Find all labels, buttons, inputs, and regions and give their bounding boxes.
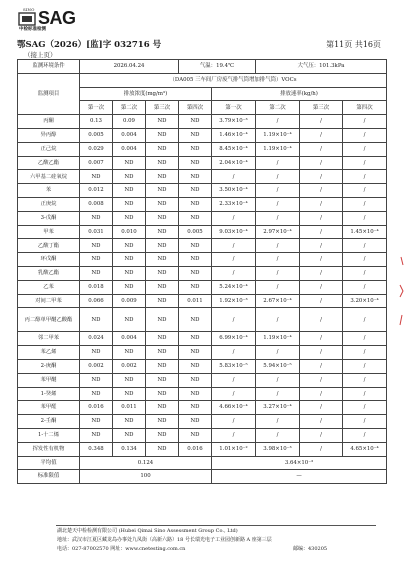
concentration-cell: ND [179, 428, 212, 442]
air-pressure: 大气压：101.3kPa [256, 60, 387, 74]
limit-row [18, 470, 387, 484]
rate-cell: 1.19×10⁻⁴ [256, 142, 300, 156]
concentration-cell: ND [146, 294, 179, 308]
concentration-cell: ND [113, 197, 146, 211]
concentration-cell: 0.004 [113, 142, 146, 156]
table-row [18, 225, 387, 239]
concentration-cell: ND [146, 280, 179, 294]
rate-cell: 2.97×10⁻⁴ [256, 225, 300, 239]
concentration-cell: ND [146, 387, 179, 401]
concentration-cell: 0.004 [113, 128, 146, 142]
rate-cell: 1.19×10⁻⁴ [256, 332, 300, 346]
rate-cell: / [300, 184, 343, 198]
concentration-cell: ND [146, 401, 179, 415]
concentration-cell: ND [179, 239, 212, 253]
concentration-cell: ND [179, 415, 212, 429]
rate-cell: / [256, 415, 300, 429]
concentration-cell: 0.13 [80, 115, 113, 129]
concentration-cell: ND [146, 308, 179, 332]
table-row [18, 170, 387, 184]
rate-cell: / [256, 308, 300, 332]
concentration-cell: ND [179, 142, 212, 156]
compound-name: 环戊酮 [18, 253, 80, 267]
rate-cell: / [212, 308, 256, 332]
compound-name: 1-癸烯 [18, 387, 80, 401]
concentration-cell: 0.009 [113, 294, 146, 308]
concentration-cell: ND [80, 387, 113, 401]
compound-name: 异丙醇 [18, 128, 80, 142]
concentration-cell: ND [113, 184, 146, 198]
compound-name: 苯 [18, 184, 80, 198]
concentration-cell: ND [179, 128, 212, 142]
rate-cell: / [343, 332, 387, 346]
concentration-cell: ND [113, 373, 146, 387]
concentration-cell: ND [80, 266, 113, 280]
concentration-cell: ND [146, 415, 179, 429]
conc-header: 排放浓度(mg/m³) [80, 87, 212, 101]
rate-cell: 5.83×10⁻⁵ [212, 359, 256, 373]
concentration-cell: ND [179, 170, 212, 184]
concentration-cell: ND [113, 253, 146, 267]
rate-cell: / [300, 280, 343, 294]
rate-cell: / [300, 170, 343, 184]
rate-cell: / [343, 401, 387, 415]
concentration-cell: ND [80, 170, 113, 184]
rate-cell: / [300, 428, 343, 442]
rate-cell: / [343, 280, 387, 294]
table-row [18, 346, 387, 360]
sub-header: 第二次 [256, 101, 300, 115]
average-rate: 3.64×10⁻³ [212, 456, 387, 470]
concentration-cell: ND [146, 442, 179, 456]
concentration-cell: ND [146, 359, 179, 373]
concentration-cell: 0.134 [113, 442, 146, 456]
rate-cell: / [343, 197, 387, 211]
average-row [18, 456, 387, 470]
footer-address: 地址：武汉市江夏区藏龙岛办事处九凤街（高新六路）18 号长瑞光电子工业园创新路 A 座第三层 [57, 537, 272, 543]
rate-cell: / [343, 373, 387, 387]
concentration-cell: ND [80, 239, 113, 253]
concentration-cell: ND [179, 346, 212, 360]
rate-cell: / [300, 115, 343, 129]
concentration-cell: ND [146, 428, 179, 442]
rate-cell: 3.79×10⁻³ [212, 115, 256, 129]
footer-postcode: 邮编：430205 [293, 546, 328, 552]
red-stamp-edge-mark [397, 255, 405, 335]
table-row [18, 428, 387, 442]
concentration-cell: ND [146, 332, 179, 346]
rate-cell: / [256, 387, 300, 401]
compound-name: 苯甲醚 [18, 373, 80, 387]
table-row [18, 184, 387, 198]
concentration-cell: ND [80, 415, 113, 429]
compound-name: 苯乙烯 [18, 346, 80, 360]
average-concentration: 0.124 [80, 456, 212, 470]
concentration-cell: ND [80, 308, 113, 332]
rate-cell: / [300, 156, 343, 170]
concentration-cell: ND [146, 253, 179, 267]
concentration-cell: ND [80, 346, 113, 360]
rate-cell: / [300, 442, 343, 456]
continued-label: （接上页） [24, 51, 57, 59]
rate-cell: / [256, 253, 300, 267]
concentration-cell: ND [113, 156, 146, 170]
concentration-cell: 0.010 [113, 225, 146, 239]
table-row [18, 197, 387, 211]
rate-cell: 3.50×10⁻⁴ [212, 184, 256, 198]
logo-caption: SINO [23, 7, 35, 12]
table-row [18, 266, 387, 280]
rate-cell: / [212, 387, 256, 401]
rate-cell: / [300, 225, 343, 239]
rate-cell: / [343, 266, 387, 280]
concentration-cell: ND [113, 266, 146, 280]
concentration-cell: ND [146, 115, 179, 129]
concentration-cell: ND [179, 211, 212, 225]
concentration-cell: ND [179, 308, 212, 332]
rate-cell: / [300, 211, 343, 225]
rate-cell: / [343, 239, 387, 253]
concentration-cell: 0.018 [80, 280, 113, 294]
rate-cell: / [256, 266, 300, 280]
rate-cell: / [256, 373, 300, 387]
table-row [18, 280, 387, 294]
compound-name: 乙苯 [18, 280, 80, 294]
rate-cell: / [256, 115, 300, 129]
rate-cell: 2.67×10⁻⁴ [256, 294, 300, 308]
env-row [18, 60, 387, 74]
concentration-cell: ND [179, 197, 212, 211]
rate-cell: / [256, 211, 300, 225]
logo-brand: SAG [38, 8, 76, 28]
sub-header: 第三次 [300, 101, 343, 115]
rate-cell: / [343, 156, 387, 170]
rate-cell: / [212, 239, 256, 253]
rate-cell: / [212, 211, 256, 225]
concentration-cell: 0.002 [113, 359, 146, 373]
table-row [18, 128, 387, 142]
rate-cell: / [256, 170, 300, 184]
concentration-cell: ND [146, 346, 179, 360]
page-number: 第11页 共16页 [326, 40, 381, 49]
rate-cell: / [343, 184, 387, 198]
table-row [18, 115, 387, 129]
concentration-cell: 0.016 [80, 401, 113, 415]
rate-cell: 2.33×10⁻⁴ [212, 197, 256, 211]
concentration-cell: ND [146, 266, 179, 280]
concentration-cell: ND [113, 308, 146, 332]
rate-cell: 9.03×10⁻⁴ [212, 225, 256, 239]
rate-cell: / [256, 197, 300, 211]
concentration-cell: ND [113, 346, 146, 360]
rate-cell: 2.04×10⁻⁴ [212, 156, 256, 170]
compound-name: 3-戊酮 [18, 211, 80, 225]
sub-header: 第二次 [113, 101, 146, 115]
rate-cell: 1.19×10⁻⁴ [256, 128, 300, 142]
rate-cell: 1.45×10⁻⁴ [343, 225, 387, 239]
rate-cell: / [300, 415, 343, 429]
concentration-cell: ND [146, 170, 179, 184]
rate-cell: 5.94×10⁻⁵ [256, 359, 300, 373]
concentration-cell: ND [146, 197, 179, 211]
table-row [18, 308, 387, 332]
rate-cell: / [256, 239, 300, 253]
source-title: （DA005 三车间厂房废气排气筒增加排气筒）VOCs [80, 73, 387, 87]
compound-name: 1-十二烯 [18, 428, 80, 442]
concentration-cell: ND [179, 115, 212, 129]
concentration-cell: 0.007 [80, 156, 113, 170]
air-temperature: 气温：19.4℃ [179, 60, 256, 74]
table-row [18, 359, 387, 373]
concentration-cell: ND [146, 239, 179, 253]
concentration-cell: ND [179, 332, 212, 346]
rate-cell: / [300, 128, 343, 142]
table-row [18, 373, 387, 387]
concentration-cell: ND [179, 387, 212, 401]
sub-header: 第四次 [179, 101, 212, 115]
concentration-cell: 0.066 [80, 294, 113, 308]
concentration-cell: ND [113, 415, 146, 429]
footer-contact: 电话：027-87002570 网址：www.cnetesting.com.cn [57, 546, 186, 552]
rate-cell: / [300, 401, 343, 415]
concentration-cell: 0.004 [113, 332, 146, 346]
sub-header: 第一次 [212, 101, 256, 115]
limit-rate: — [212, 470, 387, 484]
compound-name: 甲苯 [18, 225, 80, 239]
rate-cell: / [300, 373, 343, 387]
table-row [18, 253, 387, 267]
rate-cell: / [300, 239, 343, 253]
rate-cell: / [256, 184, 300, 198]
monitoring-table [17, 59, 387, 484]
concentration-cell: ND [80, 373, 113, 387]
concentration-cell: ND [179, 184, 212, 198]
concentration-cell: 0.011 [113, 401, 146, 415]
compound-name: 对间二甲苯 [18, 294, 80, 308]
concentration-cell: ND [113, 280, 146, 294]
limit-concentration: 100 [80, 470, 212, 484]
logo-cn-name: 中检标准检测 [19, 27, 46, 32]
rate-cell: / [300, 308, 343, 332]
concentration-cell: ND [146, 225, 179, 239]
concentration-cell: 0.09 [113, 115, 146, 129]
concentration-cell: ND [179, 156, 212, 170]
rate-cell: / [343, 428, 387, 442]
compound-name: 苯甲醛 [18, 401, 80, 415]
concentration-cell: 0.012 [80, 184, 113, 198]
concentration-cell: 0.011 [179, 294, 212, 308]
table-row [18, 332, 387, 346]
compound-name: 六甲基二硅氧烷 [18, 170, 80, 184]
compound-name: 正庚烷 [18, 197, 80, 211]
source-title-row [18, 73, 387, 87]
rate-cell: / [343, 346, 387, 360]
rate-cell: / [212, 170, 256, 184]
rate-cell: / [212, 266, 256, 280]
concentration-cell: ND [146, 142, 179, 156]
concentration-cell: 0.024 [80, 332, 113, 346]
rate-cell: / [343, 142, 387, 156]
rate-cell: 1.92×10⁻³ [212, 294, 256, 308]
rate-cell: / [256, 156, 300, 170]
compound-name: 2-庚酮 [18, 359, 80, 373]
concentration-cell: ND [179, 373, 212, 387]
concentration-cell: 0.348 [80, 442, 113, 456]
concentration-cell: ND [113, 239, 146, 253]
table-row [18, 211, 387, 225]
rate-cell: 6.99×10⁻⁴ [212, 332, 256, 346]
rate-cell: / [343, 387, 387, 401]
rate-cell: 8.45×10⁻⁴ [212, 142, 256, 156]
rate-cell: / [212, 346, 256, 360]
compound-name: 邻二甲苯 [18, 332, 80, 346]
concentration-cell: ND [179, 280, 212, 294]
concentration-cell: ND [113, 428, 146, 442]
concentration-cell: 0.005 [80, 128, 113, 142]
concentration-cell: ND [146, 128, 179, 142]
compound-name: 乳酸乙酯 [18, 266, 80, 280]
rate-cell: 3.98×10⁻³ [256, 442, 300, 456]
rate-cell: / [212, 253, 256, 267]
rate-cell: 1.46×10⁻⁴ [212, 128, 256, 142]
concentration-cell: ND [146, 373, 179, 387]
table-row [18, 401, 387, 415]
compound-name: 挥发性有机物 [18, 442, 80, 456]
concentration-cell: ND [179, 253, 212, 267]
rate-cell: / [212, 415, 256, 429]
rate-cell: / [343, 308, 387, 332]
env-label: 监测环境条件 [18, 60, 80, 74]
footer-company: 湖北楚天中检检测有限公司 (Hubei Qimai Sino Assessment Group Co., Ltd) [57, 528, 238, 534]
average-label: 平均值 [18, 456, 80, 470]
concentration-cell: ND [113, 170, 146, 184]
rate-cell: / [343, 170, 387, 184]
concentration-cell: ND [80, 253, 113, 267]
rate-cell: / [343, 253, 387, 267]
concentration-cell: ND [80, 428, 113, 442]
project-label: 监测项目 [18, 73, 80, 114]
concentration-cell: 0.005 [179, 225, 212, 239]
rate-cell: / [256, 428, 300, 442]
rate-cell: / [300, 294, 343, 308]
table-row [18, 442, 387, 456]
concentration-cell: 0.008 [80, 197, 113, 211]
sub-header: 第三次 [146, 101, 179, 115]
rate-cell: / [343, 359, 387, 373]
table-row [18, 387, 387, 401]
monitoring-date: 2026.04.24 [80, 60, 179, 74]
rate-cell: / [300, 253, 343, 267]
rate-cell: / [256, 280, 300, 294]
rate-cell: / [343, 128, 387, 142]
sub-header: 第一次 [80, 101, 113, 115]
concentration-cell: ND [146, 211, 179, 225]
rate-cell: / [300, 346, 343, 360]
concentration-cell: ND [80, 211, 113, 225]
concentration-cell: ND [179, 359, 212, 373]
rate-cell: / [343, 415, 387, 429]
concentration-cell: ND [146, 184, 179, 198]
rate-cell: 4.65×10⁻⁴ [343, 442, 387, 456]
sub-header: 第四次 [343, 101, 387, 115]
footer-divider [56, 525, 376, 526]
compound-name: 正己烷 [18, 142, 80, 156]
concentration-cell: ND [113, 387, 146, 401]
rate-cell: 3.27×10⁻⁴ [256, 401, 300, 415]
concentration-cell: 0.016 [179, 442, 212, 456]
limit-label: 标准限值 [18, 470, 80, 484]
concentration-cell: 0.002 [80, 359, 113, 373]
rate-cell: 4.66×10⁻⁴ [212, 401, 256, 415]
table-row [18, 239, 387, 253]
concentration-cell: ND [113, 211, 146, 225]
rate-cell: 5.24×10⁻⁴ [212, 280, 256, 294]
compound-name: 乙酸乙酯 [18, 156, 80, 170]
rate-cell: / [300, 266, 343, 280]
concentration-cell: 0.031 [80, 225, 113, 239]
table-row [18, 142, 387, 156]
rate-cell: / [256, 346, 300, 360]
table-row [18, 156, 387, 170]
table-row [18, 415, 387, 429]
rate-cell: / [212, 428, 256, 442]
rate-cell: / [300, 359, 343, 373]
rate-cell: / [300, 142, 343, 156]
concentration-cell: 0.029 [80, 142, 113, 156]
compound-name: 2-壬酮 [18, 415, 80, 429]
rate-cell: / [300, 387, 343, 401]
report-number: 鄂SAG（2026）[监]字 032716 号 [17, 40, 162, 50]
rate-cell: / [343, 211, 387, 225]
rate-cell: / [343, 115, 387, 129]
rate-header: 排放速率(kg/h) [212, 87, 387, 101]
table-row [18, 294, 387, 308]
rate-cell: 3.20×10⁻⁴ [343, 294, 387, 308]
rate-cell: 1.01×10⁻² [212, 442, 256, 456]
compound-name: 乙酸丁酯 [18, 239, 80, 253]
concentration-cell: ND [146, 156, 179, 170]
compound-name: 丙酮 [18, 115, 80, 129]
compound-name: 丙二醇单甲醚乙酸酯 [18, 308, 80, 332]
concentration-cell: ND [179, 266, 212, 280]
rate-cell: / [300, 197, 343, 211]
rate-cell: / [212, 373, 256, 387]
rate-cell: / [300, 332, 343, 346]
concentration-cell: ND [179, 401, 212, 415]
